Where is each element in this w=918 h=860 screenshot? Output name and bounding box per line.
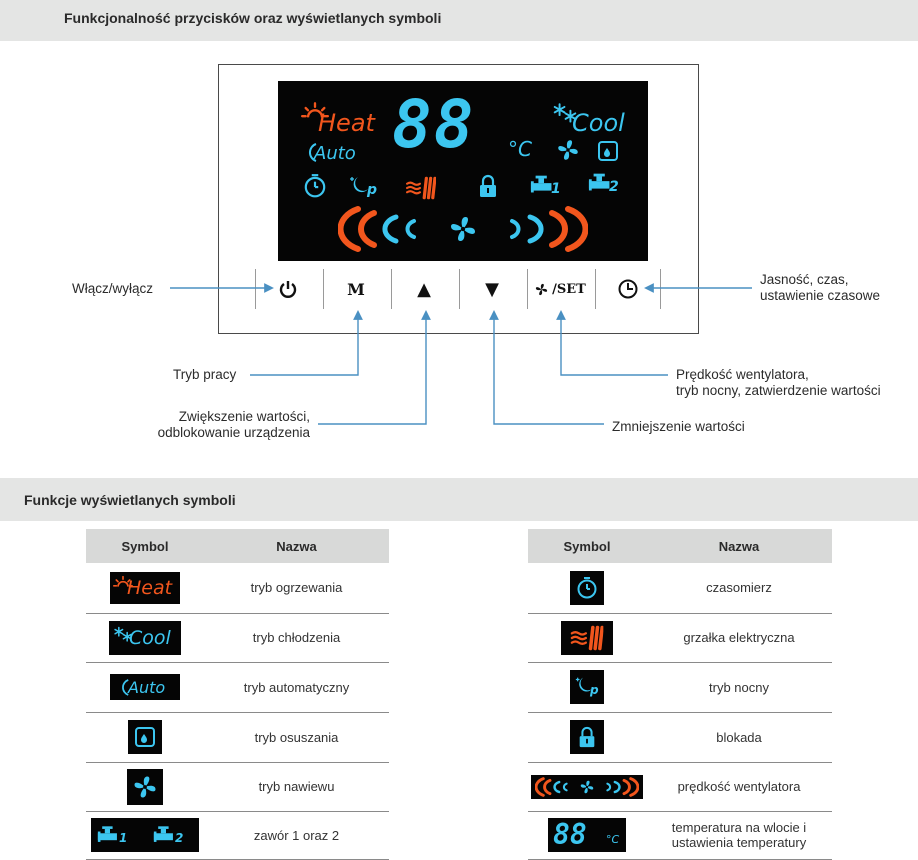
dry-mode-name: tryb osuszania bbox=[204, 712, 389, 762]
table-header-row bbox=[86, 529, 389, 563]
temperature-name-line1: temperatura na wlocie i bbox=[671, 820, 807, 835]
down-arrow-icon: ▼ bbox=[485, 278, 499, 300]
symbol-column-header: Symbol bbox=[528, 529, 646, 563]
electric-heater-name: grzałka elektryczna bbox=[646, 613, 832, 662]
name-column-header: Nazwa bbox=[204, 529, 389, 563]
timer-icon bbox=[302, 173, 328, 199]
up-callout bbox=[100, 409, 310, 441]
section-title-2: Funkcje wyświetlanych symboli bbox=[24, 492, 236, 508]
set-button-label: /SET bbox=[552, 281, 586, 297]
mode-callout: Tryb pracy bbox=[173, 367, 237, 382]
lock-icon bbox=[528, 712, 646, 762]
timer-name: czasomierz bbox=[646, 563, 832, 613]
valve-icon: 1 2 bbox=[86, 811, 204, 859]
up-button[interactable] bbox=[391, 269, 457, 309]
table-row bbox=[528, 563, 832, 613]
table-row bbox=[528, 811, 832, 859]
section-title-1: Funkcjonalność przycisków oraz wyświetlanych symboli bbox=[64, 10, 442, 26]
clock-callout bbox=[760, 272, 880, 304]
fan-speed-name: prędkość wentylatora bbox=[646, 762, 832, 811]
temperature-name-line2: ustawienia temperatury bbox=[671, 835, 807, 850]
button-row bbox=[219, 261, 700, 317]
power-callout: Włącz/wyłącz bbox=[72, 281, 154, 296]
set-callout-line2: tryb nocny, zatwierdzenie wartości bbox=[676, 383, 881, 398]
thermostat-panel bbox=[218, 64, 699, 334]
mode-button-label: M bbox=[347, 279, 365, 299]
lock-name: blokada bbox=[646, 712, 832, 762]
down-button[interactable] bbox=[459, 269, 525, 309]
dry-mode-icon bbox=[596, 139, 620, 163]
cool-mode-text: Cool bbox=[572, 109, 625, 137]
fan-speed-indicator bbox=[338, 205, 588, 253]
temperature-digits-icon: 88 °C bbox=[528, 811, 646, 859]
table-row bbox=[528, 712, 832, 762]
table-row bbox=[86, 712, 389, 762]
valve-1-digit: 1 bbox=[551, 181, 561, 197]
heat-icon: Heat bbox=[86, 563, 204, 613]
name-column-header: Nazwa bbox=[646, 529, 832, 563]
table-row bbox=[86, 563, 389, 613]
temperature-name bbox=[646, 811, 832, 859]
symbols-table-right bbox=[528, 529, 832, 860]
fan-icon bbox=[554, 137, 582, 163]
dry-icon bbox=[86, 712, 204, 762]
heat-mode-text: Heat bbox=[318, 109, 375, 137]
fan-speed-icon bbox=[528, 762, 646, 811]
table-row bbox=[86, 662, 389, 712]
sleep-mode-icon: p bbox=[528, 662, 646, 712]
electric-heater-icon bbox=[406, 175, 436, 201]
up-arrow-icon: ▲ bbox=[417, 278, 431, 300]
power-icon bbox=[278, 279, 298, 299]
table-row bbox=[528, 662, 832, 712]
fan-small-icon bbox=[534, 282, 549, 297]
lock-icon bbox=[476, 173, 500, 199]
up-callout-line1: Zwiększenie wartości, bbox=[178, 409, 310, 424]
symbol-column-header: Symbol bbox=[86, 529, 204, 563]
cool-mode-name: tryb chłodzenia bbox=[204, 613, 389, 662]
up-callout-line2: odblokowanie urządzenia bbox=[157, 425, 310, 440]
auto-icon: Auto bbox=[86, 662, 204, 712]
heat-mode-name: tryb ogrzewania bbox=[204, 563, 389, 613]
valve-name: zawór 1 oraz 2 bbox=[204, 811, 389, 859]
cool-icon: Cool bbox=[86, 613, 204, 662]
down-callout: Zmniejszenie wartości bbox=[612, 419, 745, 434]
temperature-unit: °C bbox=[508, 137, 532, 161]
sleep-mode-name: tryb nocny bbox=[646, 662, 832, 712]
table-row bbox=[86, 811, 389, 859]
power-button[interactable] bbox=[255, 269, 321, 309]
auto-mode-name: tryb automatyczny bbox=[204, 662, 389, 712]
table-row bbox=[86, 762, 389, 811]
timer-icon bbox=[528, 563, 646, 613]
mode-button[interactable] bbox=[323, 269, 389, 309]
table-header-row bbox=[528, 529, 832, 563]
fan-mode-name: tryb nawiewu bbox=[204, 762, 389, 811]
valve-2-digit: 2 bbox=[609, 179, 619, 195]
electric-heater-icon bbox=[528, 613, 646, 662]
table-row bbox=[86, 613, 389, 662]
set-callout bbox=[676, 367, 881, 399]
clock-callout-line1: Jasność, czas, bbox=[760, 272, 849, 287]
fan-set-button[interactable] bbox=[527, 269, 593, 309]
table-row bbox=[528, 613, 832, 662]
set-callout-line1: Prędkość wentylatora, bbox=[676, 367, 809, 382]
auto-mode-text: Auto bbox=[314, 143, 356, 164]
symbols-table-left bbox=[86, 529, 389, 860]
fan-icon bbox=[86, 762, 204, 811]
sleep-mode-text: p bbox=[367, 182, 378, 198]
clock-icon bbox=[617, 278, 639, 300]
lcd-display bbox=[278, 81, 648, 261]
clock-button[interactable] bbox=[595, 269, 661, 309]
temperature-digits: 88 bbox=[392, 86, 476, 163]
table-row bbox=[528, 762, 832, 811]
clock-callout-line2: ustawienie czasowe bbox=[760, 288, 881, 303]
